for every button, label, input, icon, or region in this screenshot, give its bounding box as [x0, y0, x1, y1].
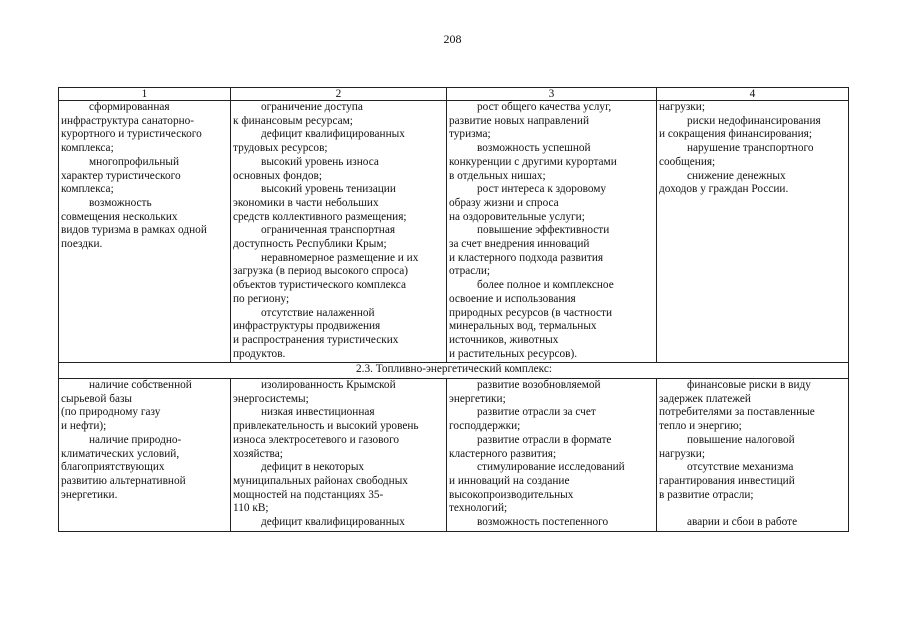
weaknesses-cell — [231, 101, 447, 363]
text-line: туризма; — [449, 128, 491, 141]
header-col-1: 1 — [59, 88, 231, 101]
text-line: и кластерного подхода развития — [449, 251, 604, 264]
opportunities-cell — [447, 101, 657, 363]
text-line: наличие собственной — [89, 379, 192, 392]
text-line: кластерного развития; — [449, 447, 557, 460]
text-line: аварии и сбои в работе — [687, 516, 798, 529]
strengths-cell — [59, 379, 231, 532]
text-line: и инноваций на создание — [449, 474, 570, 487]
text-line: комплекса; — [61, 183, 114, 196]
text-line: и растительных ресурсов). — [449, 347, 578, 360]
text-line: ограниченная транспортная — [261, 224, 396, 237]
text-line: нагрузки; — [659, 101, 705, 113]
text-line: загрузка (в период высокого спроса) — [233, 265, 408, 278]
text-line — [659, 502, 847, 516]
text-line: рост интереса к здоровому — [477, 183, 607, 196]
text-line: по региону; — [233, 292, 290, 305]
text-line: неравномерное размещение и их — [261, 251, 419, 264]
text-line: энергосистемы; — [233, 392, 309, 405]
text-line: развитие отрасли за счет — [477, 406, 596, 419]
text-line: развитие отрасли в формате — [477, 433, 612, 446]
text-line: совмещения нескольких — [61, 210, 178, 223]
text-line: возможность постепенного — [477, 516, 609, 529]
text-line: рост общего качества услуг, — [477, 101, 612, 113]
header-col-3: 3 — [447, 88, 657, 101]
text-line: (по природному газу — [61, 406, 161, 419]
text-line: мощностей на подстанциях 35- — [233, 488, 384, 501]
text-line: источников, животных — [449, 333, 559, 346]
text-line: финансовые риски в виду — [687, 379, 811, 392]
text-line: и сокращения финансирования; — [659, 128, 812, 141]
text-line: и распространения туристических — [233, 333, 399, 346]
text-line: тепло и энергию; — [659, 420, 742, 433]
text-line: потребителями за поставленные — [659, 406, 815, 419]
text-line: муниципальных районах свободных — [233, 474, 408, 487]
text-line: дефицит квалифицированных — [261, 516, 405, 529]
page-number: 208 — [443, 32, 462, 46]
text-line: за счет внедрения инноваций — [449, 238, 590, 251]
text-line: высокий уровень тенизации — [261, 183, 396, 196]
text-line: низкая инвестиционная — [261, 406, 375, 419]
text-line: износа электросетевого и газового — [233, 433, 400, 446]
text-line: на оздоровительные услуги; — [449, 210, 585, 223]
table-row — [59, 101, 849, 363]
text-line: отсутствие механизма — [687, 461, 794, 474]
header-row — [59, 88, 849, 101]
text-line: высокий уровень износа — [261, 155, 379, 168]
text-line: изолированность Крымской — [261, 379, 396, 392]
text-line: в развитие отрасли; — [659, 488, 754, 501]
text-line: дефицит квалифицированных — [261, 128, 405, 141]
strengths-cell — [59, 101, 231, 363]
text-line: доступность Республики Крым; — [233, 238, 387, 251]
text-line: конкуренции с другими курортами — [449, 155, 617, 168]
text-line: повышение налоговой — [687, 433, 795, 446]
text-line: риски недофинансирования — [687, 114, 821, 127]
text-line: отсутствие налаженной — [261, 306, 375, 319]
text-line: отрасли; — [449, 265, 491, 278]
text-line: наличие природно- — [89, 433, 182, 446]
threats-cell — [657, 101, 849, 363]
text-line: инфраструктура санаторно- — [61, 114, 195, 127]
text-line: нагрузки; — [659, 447, 705, 460]
text-line: курортного и туристического — [61, 128, 202, 141]
threats-cell — [657, 379, 849, 532]
text-line: господдержки; — [449, 420, 521, 433]
text-line: более полное и комплексное — [477, 279, 614, 292]
text-line: развитие новых направлений — [449, 114, 590, 127]
text-line: сырьевой базы — [61, 392, 133, 405]
text-line: высокопроизводительных — [449, 488, 574, 501]
text-line: благоприятствующих — [61, 461, 165, 474]
table-row — [59, 379, 849, 532]
text-line: минеральных вод, термальных — [449, 320, 597, 333]
header-col-4: 4 — [657, 88, 849, 101]
text-line: характер туристического — [61, 169, 181, 182]
text-line: снижение денежных — [687, 169, 786, 182]
text-line: ограничение доступа — [261, 101, 363, 113]
text-line: сформированная — [89, 101, 170, 113]
text-line: климатических условий, — [61, 447, 180, 460]
text-line: доходов у граждан России. — [659, 183, 789, 196]
swot-table — [58, 87, 849, 532]
text-line: в отдельных нишах; — [449, 169, 546, 182]
text-line: привлекательность и высокий уровень — [233, 420, 419, 433]
text-line: развитие возобновляемой — [477, 379, 601, 392]
section-title: 2.3. Топливно-энергетический комплекс: — [59, 363, 849, 379]
text-line: хозяйства; — [233, 447, 283, 460]
text-line: средств коллективного размещения; — [233, 210, 407, 223]
text-line: повышение эффективности — [477, 224, 610, 237]
text-line: комплекса; — [61, 142, 114, 155]
text-line: развитию альтернативной — [61, 474, 186, 487]
text-line: образу жизни и спроса — [449, 196, 559, 209]
text-line: дефицит в некоторых — [261, 461, 365, 474]
text-line: продуктов. — [233, 347, 286, 360]
text-line: задержек платежей — [659, 392, 751, 405]
text-line: природных ресурсов (в частности — [449, 306, 613, 319]
text-line: сообщения; — [659, 155, 716, 168]
text-line: технологий; — [449, 502, 508, 515]
text-line: нарушение транспортного — [687, 142, 814, 155]
text-line: видов туризма в рамках одной — [61, 224, 207, 237]
text-line: экономики в части небольших — [233, 196, 379, 209]
text-line: объектов туристического комплекса — [233, 279, 406, 292]
weaknesses-cell — [231, 379, 447, 532]
text-line: инфраструктуры продвижения — [233, 320, 381, 333]
opportunities-cell — [447, 379, 657, 532]
text-line: стимулирование исследований — [477, 461, 625, 474]
text-line: многопрофильный — [89, 155, 180, 168]
text-line: основных фондов; — [233, 169, 322, 182]
text-line: освоение и использования — [449, 292, 576, 305]
text-line: и нефти); — [61, 420, 107, 433]
text-line: энергетики. — [61, 488, 118, 501]
text-line: трудовых ресурсов; — [233, 142, 328, 155]
text-line: 110 кВ; — [233, 502, 269, 515]
text-line: поездки. — [61, 238, 103, 251]
text-line: к финансовым ресурсам; — [233, 114, 353, 127]
header-col-2: 2 — [231, 88, 447, 101]
text-line: энергетики; — [449, 392, 506, 405]
text-line: возможность — [89, 196, 152, 209]
section-heading-row — [59, 363, 849, 379]
text-line: гарантирования инвестиций — [659, 474, 795, 487]
text-line: возможность успешной — [477, 142, 591, 155]
